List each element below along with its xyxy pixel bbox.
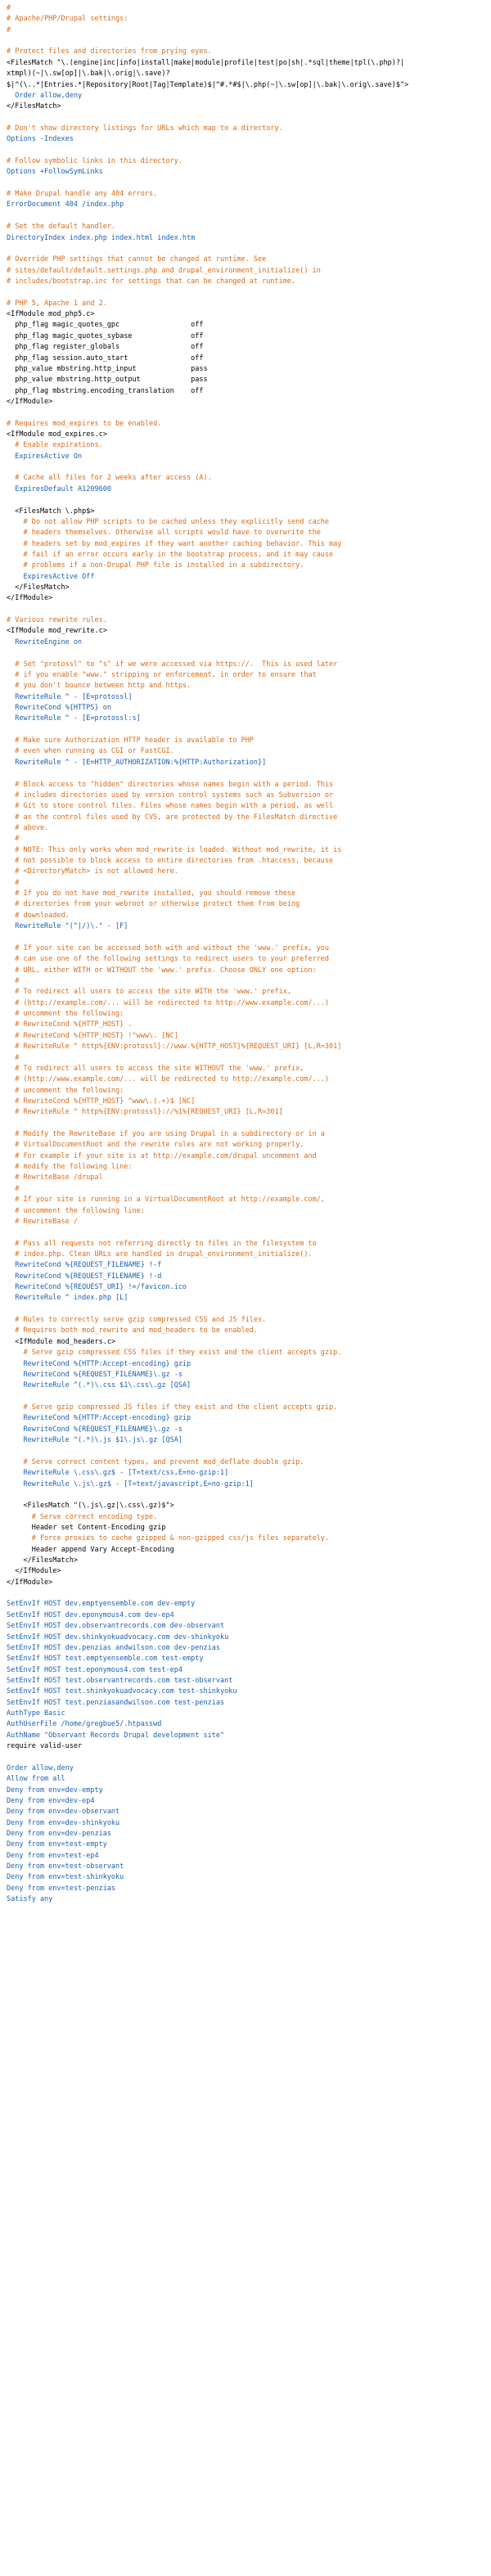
directive-line: Deny from env=dev-empty <box>7 1786 103 1795</box>
code-line <box>7 113 491 124</box>
comment-line: # Make Drupal handle any 404 errors. <box>7 190 158 199</box>
code-line: <IfModule mod_expires.c> <box>7 430 107 439</box>
directive-line: Options -Indexes <box>7 135 74 144</box>
comment-line: # Make sure Authorization HTTP header is available to PHP <box>7 736 254 745</box>
code-line: php_flag magic_quotes_sybase off <box>7 331 204 340</box>
comment-line: # Override PHP settings that cannot be changed at runtime. See <box>7 255 267 264</box>
directive-line: AuthType Basic <box>7 1709 65 1718</box>
comment-line: # Block access to "hidden" directories whose names begin with a period. This <box>7 780 334 789</box>
code-line: </FilesMatch> <box>7 583 70 592</box>
directive-line: RewriteRule ^(.*)\.js $1\.js\.gz [QSA] <box>7 1436 182 1445</box>
code-line <box>7 408 491 418</box>
code-line <box>7 1446 491 1457</box>
directive-line: SetEnvIf HOST test.shinkyokuadvocacy.com test-shinkyoku <box>7 1687 237 1696</box>
directive-line: RewriteRule \.js\.gz$ - [T=text/javascript,E=no-gzip:1] <box>7 1479 254 1488</box>
comment-line: # Pass all requests not referring directly to files in the filesystem to <box>7 1239 317 1248</box>
comment-line: # Set the default handler. <box>7 223 116 232</box>
directive-line: Deny from env=test-observant <box>7 1862 124 1871</box>
comment-line: # <box>7 835 20 844</box>
directive-line: SetEnvIf HOST dev.shinkyokuadvocacy.com dev-shinkyoku <box>7 1633 229 1642</box>
directive-line: ExpiresActive On <box>7 452 83 461</box>
code-line <box>7 36 491 47</box>
comment-line: # Force proxies to cache gzipped & non-gzipped css/js files separately. <box>7 1534 330 1543</box>
directive-line: AuthUserFile /home/gregbue5/.htpasswd <box>7 1720 162 1729</box>
code-line: php_flag magic_quotes_gpc off <box>7 321 204 330</box>
comment-line: # can use one of the following settings to redirect users to your preferred <box>7 955 330 964</box>
comment-line: # <box>7 976 20 985</box>
code-line <box>7 1753 491 1763</box>
code-line: xtmpl)(~|\.sw[op]|\.bak|\.orig|\.save)? <box>7 70 170 79</box>
comment-line: # directories from your webroot or otherwise protect them from being <box>7 900 300 909</box>
comment-line: # RewriteRule ^ http%{ENV:protossl}://www.%{HTTP_HOST}%{REQUEST_URI} [L,R=301] <box>7 1043 342 1052</box>
directive-line: RewriteRule ^ - [E=protossl] <box>7 692 133 701</box>
comment-line: # <box>7 1053 20 1062</box>
comment-line: # even when running as CGI or FastCGI. <box>7 747 174 756</box>
directive-line: RewriteCond %{REQUEST_FILENAME}\.gz -s <box>7 1370 182 1379</box>
directive-line: RewriteCond %{REQUEST_URI} !=/favicon.ico <box>7 1283 187 1292</box>
code-line: php_flag session.auto_start off <box>7 354 204 363</box>
code-line: </IfModule> <box>7 397 53 406</box>
comment-line: # <box>7 1184 20 1193</box>
code-line <box>7 1119 491 1129</box>
comment-line: # Enable expirations. <box>7 441 103 450</box>
directive-line: Deny from env=test-shinkyoku <box>7 1873 124 1882</box>
code-line: <FilesMatch "\.(engine|inc|info|install|make|module|profile|test|po|sh|.*sql|theme|tpl(\.php)?| <box>7 58 405 67</box>
directive-line: RewriteCond %{REQUEST_FILENAME} !-d <box>7 1272 162 1281</box>
directive-line: SetEnvIf HOST test.emptyensemble.com test-empty <box>7 1655 204 1664</box>
comment-line: # Serve gzip compressed JS files if they exist and the client accepts gzip. <box>7 1403 338 1412</box>
code-line <box>7 725 491 736</box>
code-line <box>7 768 491 779</box>
comment-line: # above. <box>7 823 49 832</box>
comment-line: # Various rewrite rules. <box>7 616 107 625</box>
directive-line: RewriteCond %{HTTP:Accept-encoding} gzip <box>7 1414 191 1423</box>
code-line <box>7 648 491 659</box>
code-line: Header append Vary Accept-Encoding <box>7 1545 174 1554</box>
comment-line: # modify the following line: <box>7 1163 133 1172</box>
directive-line: RewriteRule ^(.*)\.css $1\.css\.gz [QSA] <box>7 1381 191 1390</box>
comment-line: # as the control files used by CVS, are protected by the FilesMatch directive <box>7 813 338 822</box>
code-line: </FilesMatch> <box>7 102 61 111</box>
comment-line: # RewriteCond %{HTTP_HOST} !^www\. [NC] <box>7 1031 178 1040</box>
code-line <box>7 1392 491 1403</box>
directive-line: DirectoryIndex index.php index.html index.htm <box>7 233 196 242</box>
comment-line: # RewriteBase /drupal <box>7 1173 103 1182</box>
comment-line: # To redirect all users to access the site WITHOUT the 'www.' prefix, <box>7 1064 304 1073</box>
code-line <box>7 146 491 156</box>
code-line: </IfModule> <box>7 594 53 603</box>
comment-line: # URL, either WITH or WITHOUT the 'www.' prefix. Choose ONLY one option: <box>7 966 317 975</box>
directive-line: Deny from env=dev-ep4 <box>7 1796 95 1805</box>
comment-line: # <DirectoryMatch> is not allowed here. <box>7 867 178 876</box>
directive-line: SetEnvIf HOST dev.emptyensemble.com dev-empty <box>7 1600 196 1609</box>
comment-line: # Serve correct encoding type. <box>7 1512 158 1521</box>
directive-line: Deny from env=dev-observant <box>7 1808 120 1817</box>
directive-line: SetEnvIf HOST test.penziasandwilson.com test-penzias <box>7 1698 225 1707</box>
code-line: php_value mbstring.http_output pass <box>7 376 208 385</box>
code-line <box>7 495 491 506</box>
comment-line: # Serve gzip compressed CSS files if they exist and the client accepts gzip. <box>7 1349 342 1358</box>
comment-line: # If you do not have mod_rewrite installed, you should remove these <box>7 889 296 898</box>
comment-line: # Follow symbolic links in this directory. <box>7 157 182 166</box>
comment-line: # uncomment the following: <box>7 1010 124 1019</box>
comment-line: # sites/default/default.settings.php and drupal_environment_initialize() in <box>7 266 321 275</box>
comment-line: # Cache all files for 2 weeks after access (A). <box>7 474 212 483</box>
code-line: <FilesMatch "(\.js\.gz|\.css\.gz)$"> <box>7 1502 174 1511</box>
code-line: require valid-user <box>7 1742 83 1751</box>
comment-line: # not possible to block access to entire directories from .htaccess, because <box>7 857 334 866</box>
comment-line: # Protect files and directories from prying eyes. <box>7 47 212 56</box>
comment-line: # For example if your site is at http://example.com/drupal uncomment and <box>7 1151 317 1160</box>
code-line: <IfModule mod_headers.c> <box>7 1337 116 1346</box>
code-line <box>7 1227 491 1238</box>
comment-line: # (http://www.example.com/... will be redirected to http://example.com/...) <box>7 1075 330 1084</box>
comment-line: # RewriteBase / <box>7 1217 78 1226</box>
comment-line: # Do not allow PHP scripts to be cached unless they explicitly send cache <box>7 517 330 526</box>
comment-line: # Modify the RewriteBase if you are using Drupal in a subdirectory or in a <box>7 1130 325 1139</box>
code-line <box>7 1490 491 1501</box>
comment-line: # <box>7 878 20 887</box>
code-line: <IfModule mod_rewrite.c> <box>7 627 107 636</box>
comment-line: # you don't bounce between http and https. <box>7 682 191 691</box>
directive-line: Options +FollowSymLinks <box>7 168 103 177</box>
comment-line: # headers themselves. Otherwise all scripts would have to overwrite the <box>7 529 321 538</box>
directive-line: RewriteRule ^ - [E=HTTP_AUTHORIZATION:%{HTTP:Authorization}] <box>7 758 267 767</box>
code-line <box>7 462 491 473</box>
comment-line: # RewriteCond %{HTTP_HOST} . <box>7 1020 133 1029</box>
code-line <box>7 933 491 943</box>
comment-line: # <box>7 4 11 12</box>
directive-line: Satisfy any <box>7 1895 53 1904</box>
comment-line: # RewriteRule ^ http%{ENV:protossl}://%1%{REQUEST_URI} [L,R=301] <box>7 1108 283 1117</box>
comment-line: # headers set by mod_expires if they want another caching behavior. This may <box>7 539 342 548</box>
directive-line: RewriteCond %{HTTPS} on <box>7 704 111 712</box>
comment-line: # NOTE: This only works when mod_rewrite is loaded. Without mod_rewrite, it is <box>7 845 342 854</box>
comment-line: # includes/bootstrap.inc for settings that can be changed at runtime. <box>7 277 296 286</box>
directive-line: RewriteEngine on <box>7 637 83 646</box>
directive-line: SetEnvIf HOST dev.eponymous4.com dev-ep4 <box>7 1610 174 1619</box>
code-line: </IfModule> <box>7 1567 61 1576</box>
code-line: </FilesMatch> <box>7 1556 78 1565</box>
directive-line: RewriteCond %{REQUEST_FILENAME} !-f <box>7 1261 162 1270</box>
directive-line: SetEnvIf HOST dev.observantrecords.com dev-observant <box>7 1622 225 1631</box>
comment-line: # <box>7 25 11 34</box>
comment-line: # Serve correct content types, and prevent mod_deflate double gzip. <box>7 1457 304 1466</box>
directive-line: RewriteRule ^ index.php [L] <box>7 1294 128 1303</box>
comment-line: # Requires mod_expires to be enabled. <box>7 419 162 428</box>
comment-line: # Git to store control files. Files whose names begin with a period, as well <box>7 802 334 811</box>
directive-line: ExpiresDefault A1209600 <box>7 484 111 493</box>
directive-line: RewriteCond %{REQUEST_FILENAME}\.gz -s <box>7 1425 182 1434</box>
comment-line: # To redirect all users to access the site WITH the 'www.' prefix, <box>7 988 291 997</box>
directive-line: ExpiresActive Off <box>7 572 95 581</box>
comment-line: # If your site is running in a VirtualDocumentRoot at http://example.com/, <box>7 1196 325 1205</box>
comment-line: # PHP 5, Apache 1 and 2. <box>7 299 107 308</box>
code-line: </IfModule> <box>7 1578 53 1587</box>
comment-line: # if you enable "www." stripping or enforcement, in order to ensure that <box>7 670 317 679</box>
directive-line: SetEnvIf HOST test.eponymous4.com test-ep4 <box>7 1665 182 1674</box>
code-line: Header set Content-Encoding gzip <box>7 1523 166 1532</box>
directive-line: RewriteRule \.css\.gz$ - [T=text/css,E=no-gzip:1] <box>7 1469 229 1478</box>
comment-line: # uncomment the following line: <box>7 1206 145 1215</box>
comment-line: # includes directories used by version control systems such as Subversion or <box>7 790 334 799</box>
comment-line: # Set "protossl" to "s" if we were accessed via https://. This is used later <box>7 660 338 669</box>
code-line: <FilesMatch \.php$> <box>7 507 95 516</box>
comment-line: # Apache/PHP/Drupal settings: <box>7 15 128 24</box>
comment-line: # VirtualDocumentRoot and the rewrite rules are not working properly. <box>7 1141 304 1150</box>
directive-line: Order allow,deny <box>7 91 83 100</box>
directive-line: SetEnvIf HOST test.observantrecords.com test-observant <box>7 1676 233 1685</box>
comment-line: # RewriteCond %{HTTP_HOST} ^www\.(.+)$ [NC] <box>7 1097 196 1106</box>
comment-line: # Don't show directory listings for URLs which map to a directory. <box>7 124 283 133</box>
directive-line: SetEnvIf HOST dev.penzias andwilson.com dev-penzias <box>7 1643 220 1652</box>
code-line <box>7 1304 491 1315</box>
comment-line: # Rules to correctly serve gzip compressed CSS and JS files. <box>7 1316 267 1325</box>
code-line: php_value mbstring.http_input pass <box>7 364 208 373</box>
directive-line: Deny from env=test-penzias <box>7 1884 116 1893</box>
code-line <box>7 178 491 189</box>
comment-line: # uncomment the following: <box>7 1086 124 1095</box>
directive-line: Deny from env=dev-penzias <box>7 1830 111 1839</box>
directive-line: Deny from env=dev-shinkyoku <box>7 1818 120 1827</box>
comment-line: # downloaded. <box>7 911 70 920</box>
comment-line: # If your site can be accessed both with and without the 'www.' prefix, you <box>7 943 330 952</box>
comment-line: # (http://example.com/... will be redirected to http://www.example.com/...) <box>7 998 330 1007</box>
directive-line: RewriteRule ^ - [E=protossl:s] <box>7 714 141 723</box>
directive-line: AuthName "Observant Records Drupal development site" <box>7 1731 225 1740</box>
directive-line: ErrorDocument 404 /index.php <box>7 200 124 209</box>
code-line <box>7 1588 491 1599</box>
comment-line: # Requires both mod_rewrite and mod_headers to be enabled. <box>7 1326 259 1335</box>
directive-line: Deny from env=test-ep4 <box>7 1851 99 1860</box>
code-line: $|^(\..*|Entries.*|Repository|Root|Tag|Template)$|^#.*#$|\.php(~|\.sw[op]|\.bak|\.orig\.save)$"> <box>7 80 409 89</box>
comment-line: # fail if an error occurs early in the bootstrap process, and it may cause <box>7 550 334 559</box>
code-line <box>7 244 491 254</box>
directive-line: Order allow,deny <box>7 1763 74 1772</box>
directive-line: Deny from env=test-empty <box>7 1840 107 1849</box>
code-line <box>7 211 491 222</box>
code-line <box>7 605 491 615</box>
directive-line: RewriteRule "(^|/)\." - [F] <box>7 922 128 931</box>
code-line: php_flag register_globals off <box>7 343 204 352</box>
comment-line: # index.php. Clean URLs are handled in drupal_environment_initialize(). <box>7 1250 313 1259</box>
comment-line: # problems if a non-Drupal PHP file is installed in a subdirectory. <box>7 561 304 570</box>
directive-line: Allow from all <box>7 1775 65 1784</box>
directive-line: RewriteCond %{HTTP:Accept-encoding} gzip <box>7 1359 191 1368</box>
code-line: php_flag mbstring.encoding_translation off <box>7 386 204 395</box>
code-line: <IfModule mod_php5.c> <box>7 310 95 319</box>
code-line <box>7 287 491 298</box>
